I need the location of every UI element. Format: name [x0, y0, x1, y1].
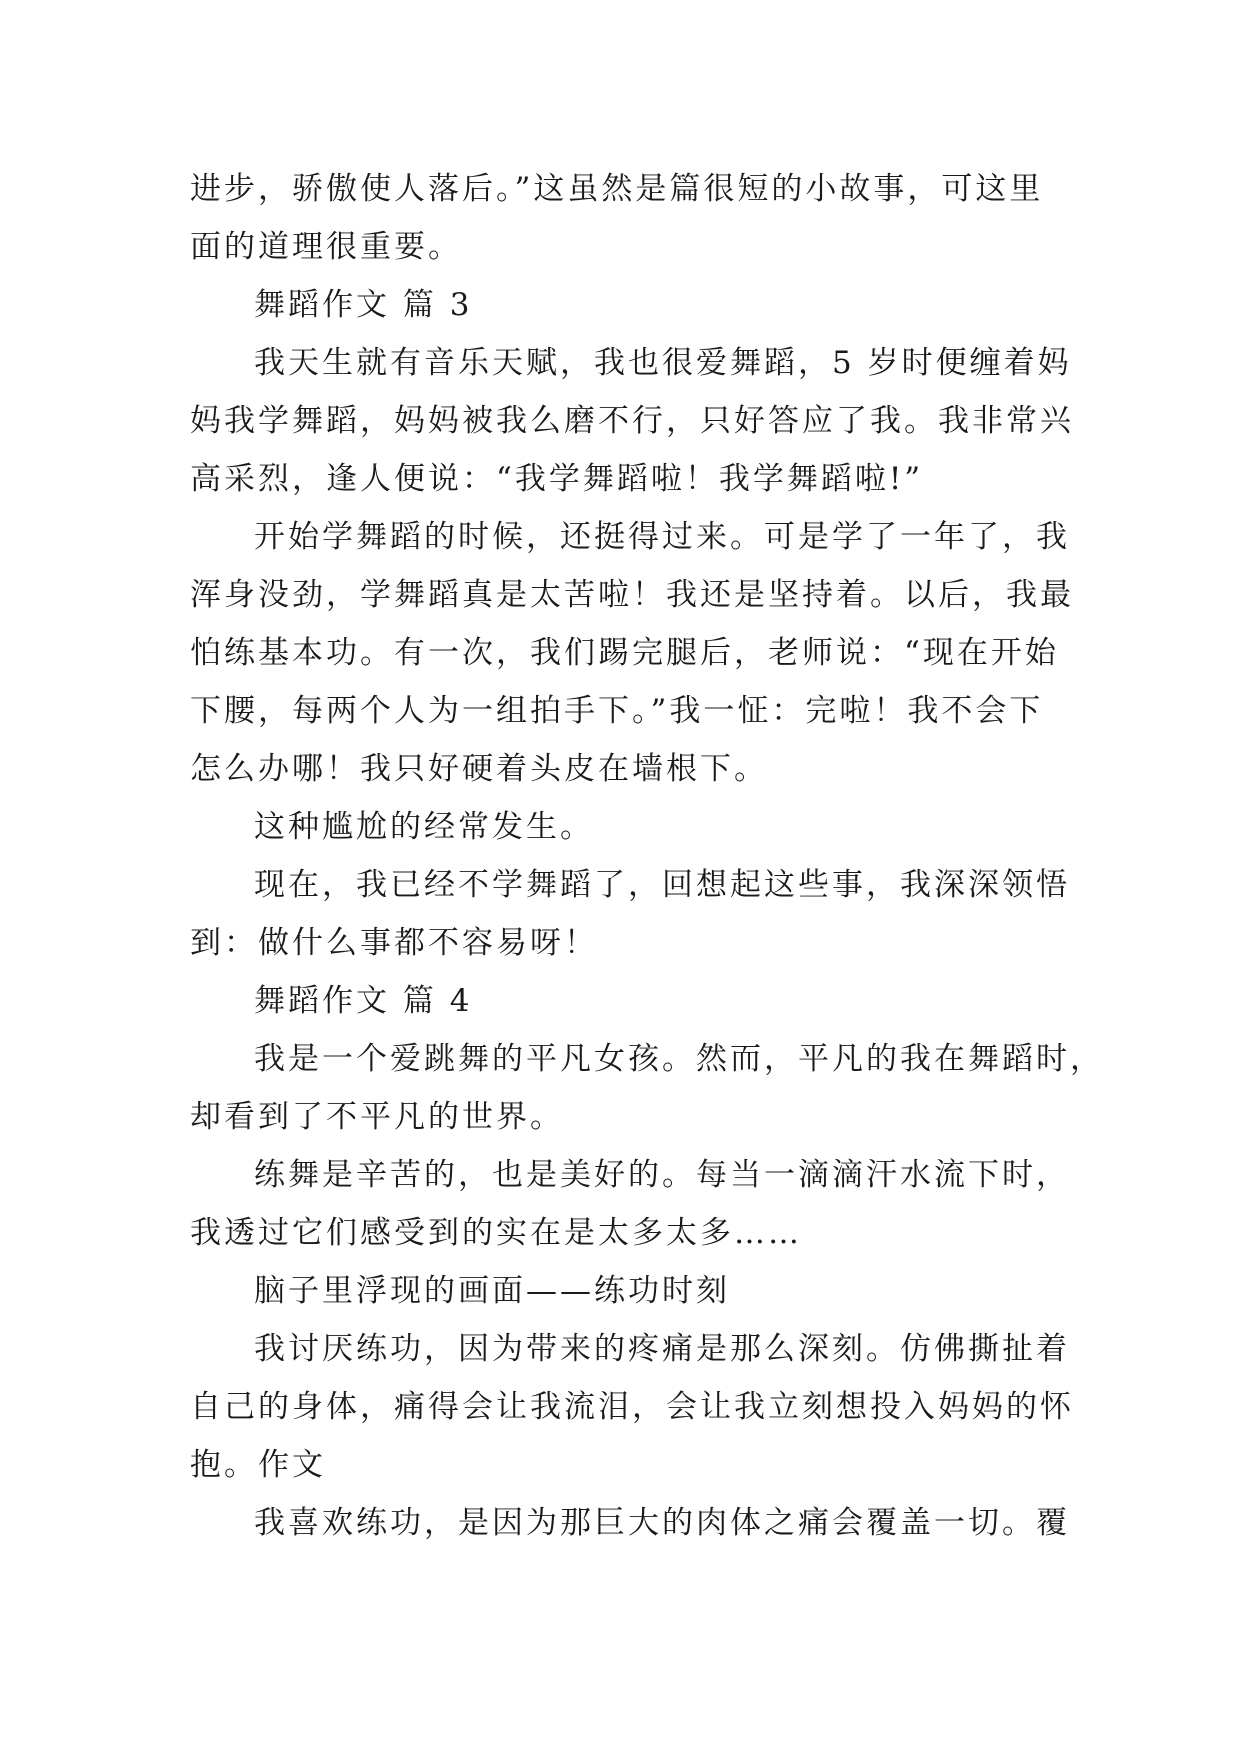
text-line: 到：做什么事都不容易呀！: [190, 925, 598, 961]
text-line: 自己的身体，痛得会让我流泪，会让我立刻想投入妈妈的怀: [190, 1389, 1074, 1425]
text-line: 这种尴尬的经常发生。: [254, 809, 594, 845]
text-line: 浑身没劲，学舞蹈真是太苦啦！我还是坚持着。以后，我最: [190, 577, 1074, 613]
text-line: 怎么办哪！我只好硬着头皮在墙根下。: [190, 751, 768, 787]
text-line: 我透过它们感受到的实在是太多太多……: [190, 1215, 802, 1251]
document-body: [190, 160, 1104, 1552]
text-line: 我天生就有音乐天赋，我也很爱舞蹈，5 岁时便缠着妈: [254, 345, 1072, 381]
text-line: 现在，我已经不学舞蹈了，回想起这些事，我深深领悟: [254, 867, 1070, 903]
text-line: 我是一个爱跳舞的平凡女孩。然而，平凡的我在舞蹈时，: [254, 1041, 1104, 1077]
section-heading: 舞蹈作文 篇 4: [254, 983, 473, 1019]
text-line: 面的道理很重要。: [190, 229, 462, 265]
text-line: 怕练基本功。有一次，我们踢完腿后，老师说：“现在开始: [190, 635, 1059, 671]
text-line: 高采烈，逢人便说：“我学舞蹈啦！我学舞蹈啦!”: [190, 461, 924, 497]
text-line: 却看到了不平凡的世界。: [190, 1099, 564, 1135]
text-line: 下腰，每两个人为一组拍手下。”我一怔：完啦！我不会下: [190, 693, 1044, 729]
text-line: 妈我学舞蹈，妈妈被我么磨不行，只好答应了我。我非常兴: [190, 403, 1074, 439]
section-heading: 舞蹈作文 篇 3: [254, 287, 473, 323]
text-line: 练舞是辛苦的，也是美好的。每当一滴滴汗水流下时，: [254, 1157, 1070, 1193]
text-line: 我讨厌练功，因为带来的疼痛是那么深刻。仿佛撕扯着: [254, 1331, 1070, 1367]
text-line: 我喜欢练功，是因为那巨大的肉体之痛会覆盖一切。覆: [254, 1505, 1070, 1541]
text-line: 脑子里浮现的画面——练功时刻: [254, 1273, 730, 1309]
text-line: 抱。作文: [190, 1447, 326, 1483]
text-line: 进步，骄傲使人落后。”这虽然是篇很短的小故事，可这里: [190, 171, 1044, 207]
text-line: 开始学舞蹈的时候，还挺得过来。可是学了一年了，我: [254, 519, 1070, 555]
